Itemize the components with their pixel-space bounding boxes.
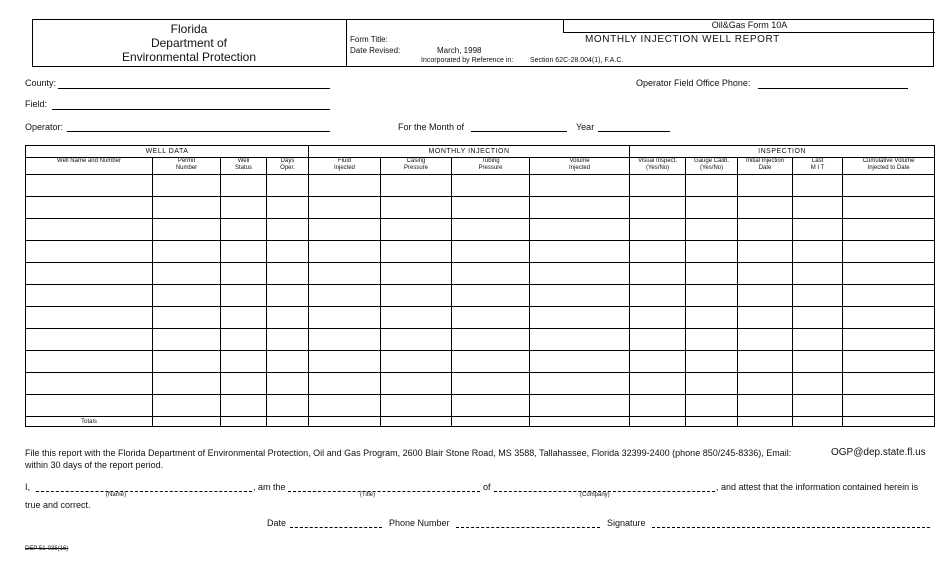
table-cell[interactable]: [738, 241, 793, 263]
table-cell[interactable]: [452, 263, 530, 285]
table-cell[interactable]: [26, 351, 153, 373]
table-row: [26, 351, 935, 373]
year-input[interactable]: [598, 131, 670, 132]
table-cell[interactable]: [309, 263, 381, 285]
table-cell[interactable]: [530, 219, 630, 241]
table-cell[interactable]: [452, 395, 530, 417]
table-row: [26, 219, 935, 241]
table-cell[interactable]: [686, 175, 738, 197]
column-header: [738, 158, 793, 175]
table-cell[interactable]: [630, 241, 686, 263]
table-cell[interactable]: [686, 329, 738, 351]
column-header: [843, 158, 935, 175]
group-inspection: INSPECTION: [630, 146, 935, 158]
totals-cell[interactable]: [843, 417, 935, 427]
email-link[interactable]: OGP@dep.state.fl.us: [831, 447, 926, 458]
table-row: [26, 307, 935, 329]
column-header-line-1: Fluid: [338, 158, 352, 164]
table-cell[interactable]: [793, 285, 843, 307]
name-caption: (Name): [106, 492, 127, 498]
column-header-line-1: Cumulative Volume: [862, 158, 915, 164]
company-caption: (Company): [580, 492, 610, 498]
table-cell[interactable]: [153, 373, 221, 395]
table-cell[interactable]: [630, 175, 686, 197]
date-input[interactable]: [290, 527, 382, 528]
date-revised: March, 1998: [437, 46, 482, 55]
table-cell[interactable]: [630, 197, 686, 219]
table-cell[interactable]: [153, 329, 221, 351]
table-cell[interactable]: [686, 373, 738, 395]
table-cell[interactable]: [221, 307, 267, 329]
group-well-data: WELL DATA: [26, 146, 309, 158]
table-cell[interactable]: [793, 219, 843, 241]
table-cell[interactable]: [630, 307, 686, 329]
form-code: DEP 51-035(16): [25, 546, 69, 552]
column-header-line-1: Well: [237, 158, 250, 164]
table-cell[interactable]: [630, 395, 686, 417]
table-cell[interactable]: [221, 241, 267, 263]
county-label: County:: [25, 78, 57, 88]
table-cell[interactable]: [738, 285, 793, 307]
attest-of: of: [483, 482, 491, 492]
table-cell[interactable]: [26, 307, 153, 329]
column-header-line-2: Injected to Date: [867, 165, 910, 171]
table-row: [26, 373, 935, 395]
table-cell[interactable]: [738, 395, 793, 417]
attest-i: I,: [25, 482, 31, 492]
table-cell[interactable]: [630, 329, 686, 351]
table-cell[interactable]: [686, 263, 738, 285]
name-input[interactable]: [36, 491, 252, 492]
table-cell[interactable]: [381, 241, 452, 263]
form-title-label: Form Title:: [350, 35, 388, 44]
date-revised-label: Date Revised:: [350, 46, 401, 55]
table-cell[interactable]: [793, 351, 843, 373]
table-cell[interactable]: [686, 307, 738, 329]
table-cell[interactable]: [843, 175, 935, 197]
column-header-line-2: Oper.: [280, 165, 295, 171]
table-cell[interactable]: [530, 395, 630, 417]
column-header-line-2: Status: [234, 165, 252, 171]
table-cell[interactable]: [221, 351, 267, 373]
totals-row: [26, 417, 935, 427]
file-instructions: File this report with the Florida Department of Environmental Protection, Oil and Gas Program, 2600 Blair Stone Road, MS 3588, Tallahassee, Florida 32399-2400 (phone 850/245-8336), Email:: [25, 448, 792, 458]
table-cell[interactable]: [530, 175, 630, 197]
table-cell[interactable]: [267, 373, 309, 395]
column-header-line-1: Tubing: [481, 158, 500, 164]
column-header-line-1: Initial Injection: [746, 158, 785, 164]
table-cell[interactable]: [267, 351, 309, 373]
table-cell[interactable]: [738, 175, 793, 197]
table-cell[interactable]: [630, 351, 686, 373]
totals-label: Totals: [26, 417, 153, 427]
table-cell[interactable]: [381, 329, 452, 351]
table-cell[interactable]: [843, 351, 935, 373]
file-deadline: within 30 days of the report period.: [25, 460, 164, 470]
table-cell[interactable]: [452, 351, 530, 373]
table-cell[interactable]: [267, 219, 309, 241]
table-cell[interactable]: [221, 395, 267, 417]
column-header-line-1: Volume: [569, 158, 590, 164]
table-cell[interactable]: [686, 197, 738, 219]
attest-rest: , and attest that the information contained herein is: [716, 482, 919, 492]
totals-cell[interactable]: [267, 417, 309, 427]
table-cell[interactable]: [221, 285, 267, 307]
table-cell[interactable]: [738, 373, 793, 395]
totals-cell[interactable]: [686, 417, 738, 427]
month-label: For the Month of: [398, 122, 465, 132]
attest-end: true and correct.: [25, 500, 91, 510]
agency-line-3: Environmental Protection: [121, 50, 257, 64]
table-cell[interactable]: [26, 197, 153, 219]
table-cell[interactable]: [452, 175, 530, 197]
table-cell[interactable]: [686, 351, 738, 373]
table-cell[interactable]: [26, 285, 153, 307]
table-row: [26, 285, 935, 307]
header-divider: [346, 19, 347, 67]
totals-cell[interactable]: [221, 417, 267, 427]
table-cell[interactable]: [686, 395, 738, 417]
table-cell[interactable]: [793, 241, 843, 263]
table-cell[interactable]: [381, 175, 452, 197]
date-label: Date: [267, 518, 287, 528]
table-cell[interactable]: [309, 351, 381, 373]
table-row: [26, 241, 935, 263]
agency-line-2: Department of: [150, 36, 228, 50]
table-cell[interactable]: [452, 197, 530, 219]
table-cell[interactable]: [26, 329, 153, 351]
table-cell[interactable]: [738, 197, 793, 219]
table-cell[interactable]: [843, 263, 935, 285]
column-header: [153, 158, 221, 175]
table-row: [26, 395, 935, 417]
column-header-line-2: Injected: [569, 165, 591, 171]
table-row: [26, 175, 935, 197]
table-cell[interactable]: [267, 395, 309, 417]
table-cell[interactable]: [381, 373, 452, 395]
operator-phone-input[interactable]: [758, 88, 908, 89]
table-row: [26, 197, 935, 219]
table-cell[interactable]: [309, 175, 381, 197]
phone-label: Phone Number: [389, 518, 450, 528]
column-header-line-2: (Yes/No): [699, 165, 724, 171]
table-cell[interactable]: [530, 263, 630, 285]
table-cell[interactable]: [843, 373, 935, 395]
agency-name: [32, 22, 346, 64]
column-header: [221, 158, 267, 175]
table-cell[interactable]: [793, 175, 843, 197]
column-header-line-2: Date: [758, 165, 772, 171]
table-cell[interactable]: [530, 351, 630, 373]
table-cell[interactable]: [309, 395, 381, 417]
column-header-line-1: Visual Inspect.: [638, 158, 677, 164]
table-cell[interactable]: [153, 197, 221, 219]
table-cell[interactable]: [738, 219, 793, 241]
table-cell[interactable]: [309, 373, 381, 395]
table-cell[interactable]: [153, 351, 221, 373]
column-header-line-2: Injected: [334, 165, 356, 171]
group-monthly-injection: MONTHLY INJECTION: [309, 146, 630, 158]
column-header-line-1: Casing: [406, 158, 426, 164]
table-cell[interactable]: [843, 329, 935, 351]
table-cell[interactable]: [738, 263, 793, 285]
table-cell[interactable]: [381, 351, 452, 373]
table-row: [26, 329, 935, 351]
table-cell[interactable]: [309, 285, 381, 307]
incorporated-label: Incorporated by Reference in:: [421, 57, 514, 64]
table-cell[interactable]: [267, 197, 309, 219]
incorporated-value: Section 62C-28.004(1), F.A.C.: [530, 57, 624, 64]
table-cell[interactable]: [530, 241, 630, 263]
agency-line-1: Florida: [170, 22, 208, 36]
table-cell[interactable]: [686, 285, 738, 307]
table-cell[interactable]: [630, 285, 686, 307]
signature-input[interactable]: [652, 527, 930, 528]
injection-table: [25, 145, 935, 427]
table-cell[interactable]: [452, 241, 530, 263]
table-cell[interactable]: [153, 395, 221, 417]
column-header: [267, 158, 309, 175]
table-cell[interactable]: [309, 197, 381, 219]
table-cell[interactable]: [530, 197, 630, 219]
table-cell[interactable]: [221, 197, 267, 219]
column-header-line-2: (Yes/No): [645, 165, 670, 171]
totals-cell[interactable]: [309, 417, 381, 427]
column-header-line-2: Number: [175, 165, 198, 171]
attest-am: , am the: [253, 482, 286, 492]
title-input[interactable]: [288, 491, 480, 492]
column-header-line-1: Gauge Calib.: [694, 158, 730, 164]
operator-phone-label: Operator Field Office Phone:: [636, 78, 751, 88]
table-cell[interactable]: [738, 329, 793, 351]
totals-cell[interactable]: [452, 417, 530, 427]
table-cell[interactable]: [309, 241, 381, 263]
table-cell[interactable]: [793, 329, 843, 351]
table-cell[interactable]: [26, 373, 153, 395]
table-cell[interactable]: [309, 329, 381, 351]
table-cell[interactable]: [309, 219, 381, 241]
column-header-line-1: Permit: [177, 158, 196, 164]
table-cell[interactable]: [267, 241, 309, 263]
year-label: Year: [576, 122, 595, 132]
table-cell[interactable]: [738, 351, 793, 373]
totals-cell[interactable]: [630, 417, 686, 427]
table-cell[interactable]: [26, 219, 153, 241]
column-header-line-1: Last: [811, 158, 824, 164]
table-cell[interactable]: [267, 175, 309, 197]
column-header-line-2: Pressure: [478, 165, 503, 171]
column-header: [381, 158, 452, 175]
table-cell[interactable]: [686, 241, 738, 263]
column-header: [630, 158, 686, 175]
table-cell[interactable]: [381, 307, 452, 329]
column-header: [452, 158, 530, 175]
table-cell[interactable]: [153, 263, 221, 285]
table-cell[interactable]: [381, 285, 452, 307]
column-header: [686, 158, 738, 175]
operator-input[interactable]: [67, 131, 330, 132]
table-cell[interactable]: [309, 307, 381, 329]
table-cell[interactable]: [381, 219, 452, 241]
column-header-line-2: Pressure: [404, 165, 429, 171]
column-header-line-1: Well Name and Number: [57, 158, 121, 164]
group-header-row: [26, 146, 935, 158]
table-cell[interactable]: [843, 307, 935, 329]
table-cell[interactable]: [793, 395, 843, 417]
form-title: MONTHLY INJECTION WELL REPORT: [585, 34, 780, 45]
field-input[interactable]: [52, 109, 330, 110]
table-cell[interactable]: [26, 241, 153, 263]
column-header: [793, 158, 843, 175]
table-cell[interactable]: [530, 329, 630, 351]
table-cell[interactable]: [452, 285, 530, 307]
table-cell[interactable]: [686, 219, 738, 241]
table-cell[interactable]: [793, 307, 843, 329]
table-cell[interactable]: [630, 263, 686, 285]
title-caption: (Title): [360, 492, 376, 498]
totals-cell[interactable]: [381, 417, 452, 427]
table-cell[interactable]: [738, 307, 793, 329]
totals-cell[interactable]: [793, 417, 843, 427]
table-cell[interactable]: [843, 285, 935, 307]
table-cell[interactable]: [381, 197, 452, 219]
field-label: Field:: [25, 99, 48, 109]
totals-cell[interactable]: [530, 417, 630, 427]
column-header-line-1: Days: [280, 158, 295, 164]
table-cell[interactable]: [843, 219, 935, 241]
table-cell[interactable]: [26, 263, 153, 285]
totals-cell[interactable]: [153, 417, 221, 427]
column-header: [309, 158, 381, 175]
column-header: [26, 158, 153, 175]
table-cell[interactable]: [267, 285, 309, 307]
table-cell[interactable]: [843, 197, 935, 219]
table-cell[interactable]: [26, 395, 153, 417]
table-cell[interactable]: [153, 285, 221, 307]
column-header: [530, 158, 630, 175]
table-cell[interactable]: [630, 219, 686, 241]
table-cell[interactable]: [221, 329, 267, 351]
signature-label: Signature: [607, 518, 646, 528]
table-row: [26, 263, 935, 285]
table-cell[interactable]: [221, 219, 267, 241]
month-input[interactable]: [471, 131, 567, 132]
table-cell[interactable]: [153, 175, 221, 197]
table-cell[interactable]: [843, 241, 935, 263]
table-cell[interactable]: [452, 219, 530, 241]
table-cell[interactable]: [221, 373, 267, 395]
table-cell[interactable]: [267, 263, 309, 285]
table-cell[interactable]: [153, 219, 221, 241]
table-cell[interactable]: [843, 395, 935, 417]
table-cell[interactable]: [381, 395, 452, 417]
table-cell[interactable]: [26, 175, 153, 197]
table-cell[interactable]: [530, 285, 630, 307]
table-cell[interactable]: [530, 307, 630, 329]
form-number: Oil&Gas Form 10A: [563, 19, 935, 33]
operator-label: Operator:: [25, 122, 64, 132]
table-cell[interactable]: [221, 175, 267, 197]
county-input[interactable]: [58, 88, 330, 89]
table-cell[interactable]: [793, 373, 843, 395]
table-cell[interactable]: [153, 241, 221, 263]
table-cell[interactable]: [267, 307, 309, 329]
table-cell[interactable]: [452, 307, 530, 329]
table-cell[interactable]: [153, 307, 221, 329]
phone-input[interactable]: [456, 527, 600, 528]
table-cell[interactable]: [221, 263, 267, 285]
table-cell[interactable]: [267, 329, 309, 351]
table-cell[interactable]: [452, 329, 530, 351]
table-cell[interactable]: [381, 263, 452, 285]
table-cell[interactable]: [530, 373, 630, 395]
table-cell[interactable]: [793, 263, 843, 285]
column-header-row: [26, 158, 935, 175]
table-cell[interactable]: [630, 373, 686, 395]
table-cell[interactable]: [793, 197, 843, 219]
column-header-line-2: M I T: [810, 165, 825, 171]
table-cell[interactable]: [452, 373, 530, 395]
totals-cell[interactable]: [738, 417, 793, 427]
